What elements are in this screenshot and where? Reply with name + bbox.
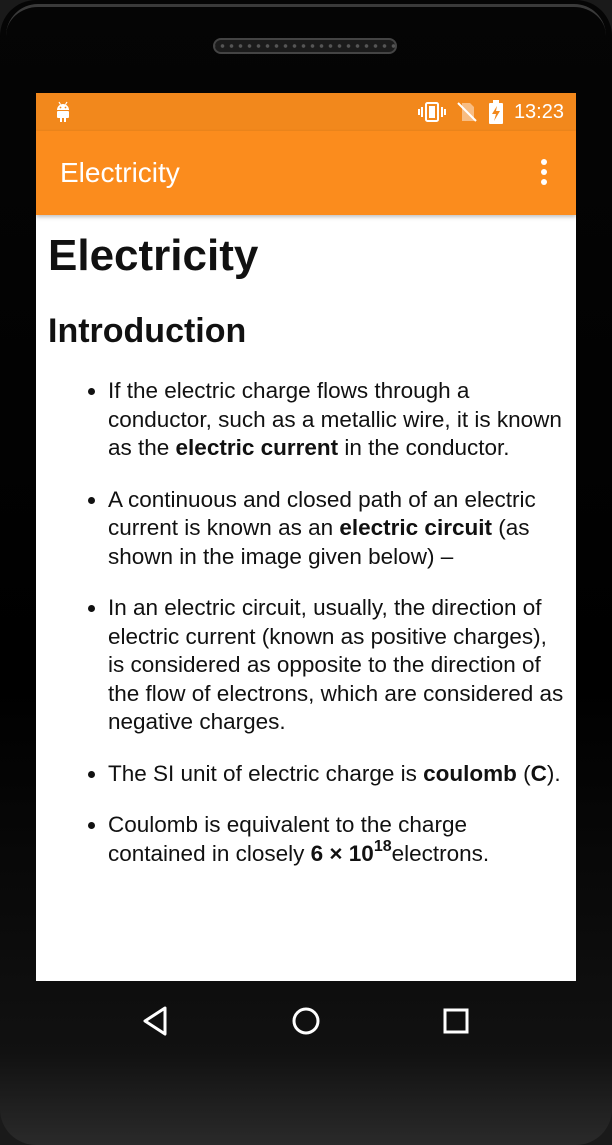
page-title: Electricity — [48, 231, 259, 280]
list-item: • If the electric charge flows through a conductor, such as a metallic wire, it is known as the electric current in the conductor. — [108, 377, 564, 463]
list-item: • The SI unit of electric charge is coulomb (C). — [108, 760, 564, 789]
recents-icon[interactable] — [436, 1001, 476, 1041]
bullet-list — [48, 377, 564, 868]
back-icon[interactable] — [136, 1001, 176, 1041]
overflow-menu-icon[interactable] — [536, 159, 552, 189]
list-item: • A continuous and closed path of an electric current is known as an electric circuit (as shown in the image given below) – — [108, 486, 564, 572]
battery-charging-icon — [488, 100, 504, 124]
list-item: • Coulomb is equivalent to the charge contained in closely $6 \times 10^{18}electrons$. — [108, 811, 564, 868]
status-icons — [418, 93, 564, 131]
vibrate-icon — [418, 101, 446, 123]
section-title: Introduction — [48, 312, 247, 350]
article-content — [36, 231, 576, 868]
speaker-grille — [213, 38, 397, 54]
status-bar — [36, 93, 576, 131]
app-bar — [36, 131, 576, 215]
app-title: Electricity — [60, 157, 180, 188]
home-icon[interactable] — [286, 1001, 326, 1041]
no-sim-icon — [456, 101, 478, 123]
android-icon — [54, 101, 72, 123]
screen — [36, 93, 576, 981]
navigation-bar — [0, 981, 612, 1061]
list-item: • In an electric circuit, usually, the direction of electric current (known as positive charges), is considered as opposite to the direction of the flow of electrons, which are considered as negative charges. — [108, 594, 564, 737]
status-time: 13:23 — [513, 100, 564, 123]
